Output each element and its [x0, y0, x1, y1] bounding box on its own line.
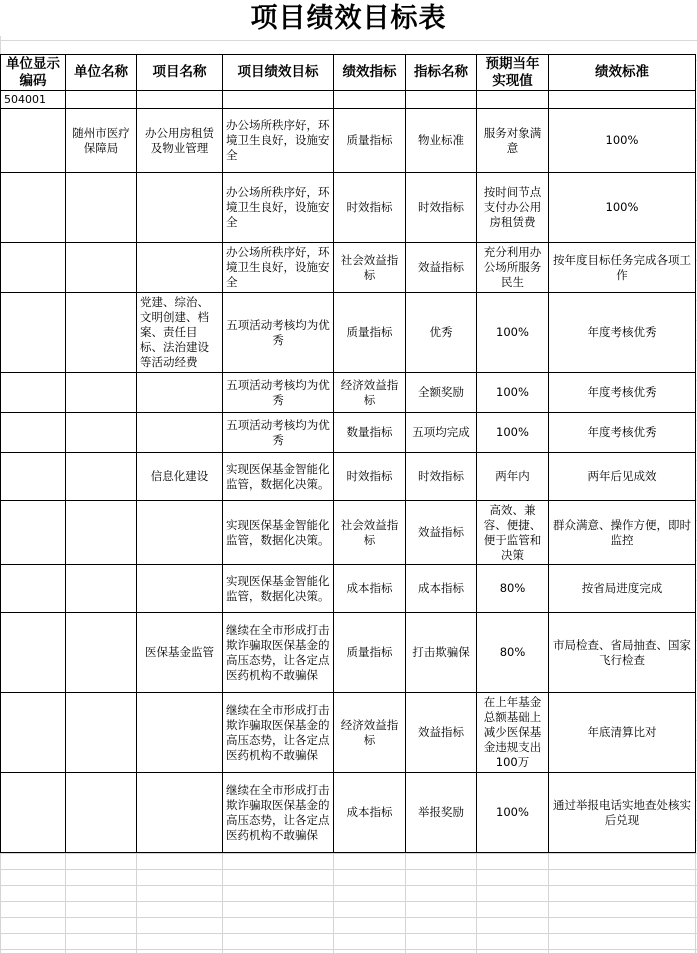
project-goal: 实现医保基金智能化监管，数据化决策。 [223, 501, 334, 565]
page-title: 项目绩效目标表 [0, 0, 697, 36]
indicator: 质量指标 [334, 613, 406, 693]
project-goal: 实现医保基金智能化监管，数据化决策。 [223, 565, 334, 613]
expected-value: 80% [477, 613, 549, 693]
indicator-name: 效益指标 [406, 693, 477, 773]
table-row [1, 565, 696, 613]
standard: 按年度目标任务完成各项工作 [549, 243, 696, 293]
project-goal: 五项活动考核均为优秀 [223, 293, 334, 373]
project-goal: 五项活动考核均为优秀 [223, 413, 334, 453]
expected-value: 两年内 [477, 453, 549, 501]
standard: 群众满意、操作方便，即时监控 [549, 501, 696, 565]
header-project-name: 项目名称 [137, 55, 223, 91]
expected-value: 在上年基金总额基础上减少医保基金违规支出100万 [477, 693, 549, 773]
table-row [1, 453, 696, 501]
indicator: 经济效益指标 [334, 373, 406, 413]
indicator-name: 全额奖励 [406, 373, 477, 413]
table-row [1, 501, 696, 565]
expected-value: 100% [477, 773, 549, 853]
indicator: 成本指标 [334, 565, 406, 613]
project-name: 信息化建设 [137, 453, 223, 501]
expected-value: 充分利用办公场所服务民生 [477, 243, 549, 293]
standard: 年度考核优秀 [549, 413, 696, 453]
expected-value: 按时间节点支付办公用房租赁费 [477, 173, 549, 243]
indicator-name: 优秀 [406, 293, 477, 373]
header-indicator-name: 指标名称 [406, 55, 477, 91]
indicator: 时效指标 [334, 453, 406, 501]
indicator: 质量指标 [334, 293, 406, 373]
indicator: 经济效益指标 [334, 693, 406, 773]
standard: 年度考核优秀 [549, 373, 696, 413]
indicator-name: 举报奖励 [406, 773, 477, 853]
table-row [1, 173, 696, 243]
unit-code: 504001 [1, 91, 66, 109]
project-name: 医保基金监管 [137, 613, 223, 693]
empty-sheet-area [0, 853, 697, 953]
unit-name: 随州市医疗保障局 [66, 109, 137, 173]
indicator-name: 时效指标 [406, 173, 477, 243]
indicator-name: 五项均完成 [406, 413, 477, 453]
indicator-name: 时效指标 [406, 453, 477, 501]
header-indicator: 绩效指标 [334, 55, 406, 91]
indicator: 质量指标 [334, 109, 406, 173]
indicator: 时效指标 [334, 173, 406, 243]
standard: 年度考核优秀 [549, 293, 696, 373]
project-name: 办公用房租赁及物业管理 [137, 109, 223, 173]
table-row [1, 613, 696, 693]
table-row [1, 413, 696, 453]
expected-value: 80% [477, 565, 549, 613]
table-row [1, 109, 696, 173]
table-row [1, 773, 696, 853]
indicator-name: 效益指标 [406, 501, 477, 565]
table-row [1, 373, 696, 413]
expected-value: 服务对象满意 [477, 109, 549, 173]
header-unit-name: 单位名称 [66, 55, 137, 91]
header-row [1, 55, 696, 91]
code-row [1, 91, 696, 109]
project-name: 党建、综治、文明创建、档案、责任目标、法治建设等活动经费 [137, 293, 223, 373]
header-standard: 绩效标准 [549, 55, 696, 91]
standard: 市局检查、省局抽查、国家飞行检查 [549, 613, 696, 693]
project-goal: 五项活动考核均为优秀 [223, 373, 334, 413]
project-goal: 继续在全市形成打击欺诈骗取医保基金的高压态势，让各定点医药机构不敢骗保 [223, 773, 334, 853]
indicator-name: 成本指标 [406, 565, 477, 613]
table-row [1, 293, 696, 373]
expected-value: 100% [477, 373, 549, 413]
table-row [1, 243, 696, 293]
expected-value: 高效、兼容、便捷、便于监管和决策 [477, 501, 549, 565]
performance-table [0, 54, 696, 853]
header-project-goal: 项目绩效目标 [223, 55, 334, 91]
standard: 年底清算比对 [549, 693, 696, 773]
header-unit-code: 单位显示编码 [1, 55, 66, 91]
project-goal: 继续在全市形成打击欺诈骗取医保基金的高压态势，让各定点医药机构不敢骗保 [223, 693, 334, 773]
project-goal: 实现医保基金智能化监管，数据化决策。 [223, 453, 334, 501]
indicator-name: 效益指标 [406, 243, 477, 293]
standard: 100% [549, 173, 696, 243]
indicator: 社会效益指标 [334, 243, 406, 293]
indicator: 数量指标 [334, 413, 406, 453]
table-row [1, 693, 696, 773]
indicator-name: 打击欺骗保 [406, 613, 477, 693]
expected-value: 100% [477, 413, 549, 453]
indicator-name: 物业标准 [406, 109, 477, 173]
indicator: 社会效益指标 [334, 501, 406, 565]
standard: 100% [549, 109, 696, 173]
expected-value: 100% [477, 293, 549, 373]
project-goal: 办公场所秩序好，环境卫生良好，设施安全 [223, 173, 334, 243]
standard: 两年后见成效 [549, 453, 696, 501]
standard: 按省局进度完成 [549, 565, 696, 613]
standard: 通过举报电话实地查处核实后兑现 [549, 773, 696, 853]
header-expected-value: 预期当年实现值 [477, 55, 549, 91]
project-goal: 继续在全市形成打击欺诈骗取医保基金的高压态势，让各定点医药机构不敢骗保 [223, 613, 334, 693]
indicator: 成本指标 [334, 773, 406, 853]
project-goal: 办公场所秩序好，环境卫生良好，设施安全 [223, 109, 334, 173]
project-goal: 办公场所秩序好，环境卫生良好，设施安全 [223, 243, 334, 293]
